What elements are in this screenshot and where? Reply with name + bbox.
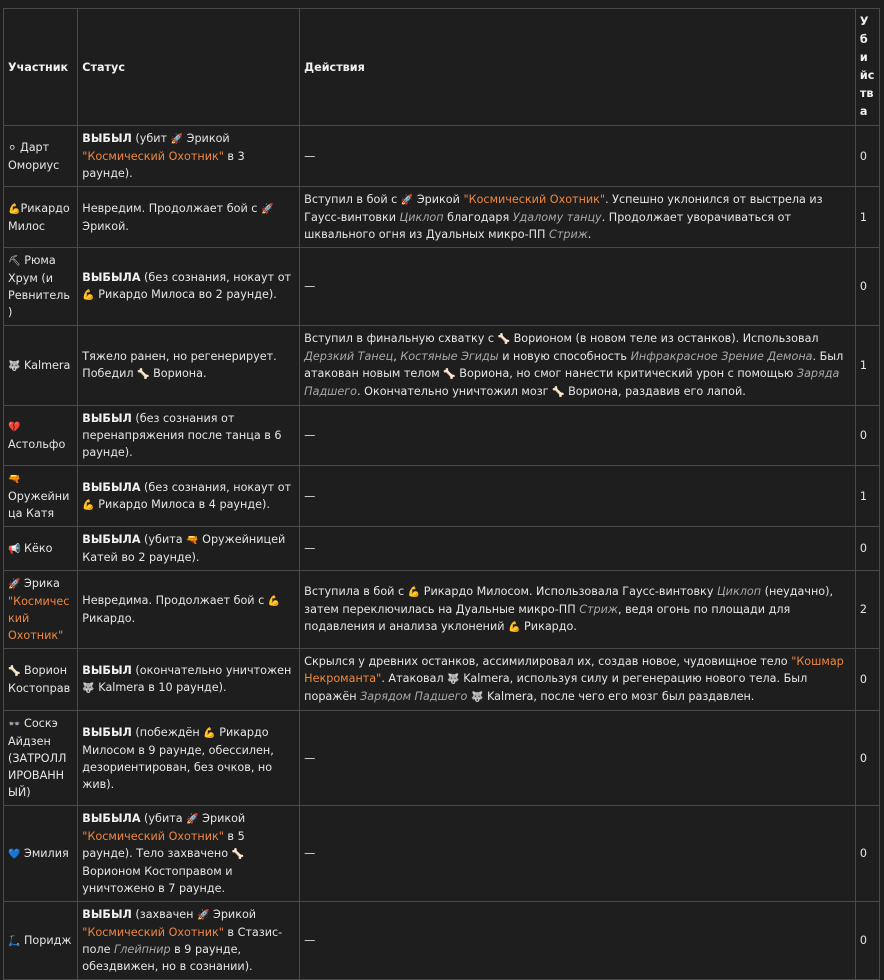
participant-cell: ⚪ Дарт Омориус bbox=[4, 126, 78, 187]
circle-icon: ⚪ bbox=[8, 142, 17, 154]
header-kills: Убийства bbox=[855, 9, 879, 126]
table-row bbox=[4, 902, 880, 980]
participant-cell: 💙 Эмилия bbox=[4, 806, 78, 902]
table-row bbox=[4, 649, 880, 711]
actions-cell: — bbox=[300, 126, 856, 187]
participant-cell: 🦴 Ворион Костоправ bbox=[4, 649, 78, 711]
bone-icon: 🦴 bbox=[231, 849, 245, 860]
rocket-icon: 🚀 bbox=[261, 203, 274, 215]
kills-cell: 0 bbox=[855, 806, 879, 902]
rocket-icon: 🚀 bbox=[8, 579, 21, 590]
table-row bbox=[4, 326, 880, 406]
actions-cell: Вступил в бой с 🚀 Эрикой "Космический Охотник". Успешно уклонился от выстрела из Гаусс-винтовки Циклоп благодаря Удалому танцу. Продолжает уворачиваться от шквального огня из Дуальных микро-ПП Стриж. bbox=[300, 187, 856, 248]
status-cell: ВЫБЫЛ (без сознания от перенапряжения после танца в 6 раунде). bbox=[78, 406, 300, 466]
table-row bbox=[4, 406, 880, 466]
participants-table bbox=[3, 8, 880, 980]
muscle-icon: 💪 bbox=[8, 203, 21, 215]
kills-cell: 0 bbox=[855, 902, 879, 980]
participant-cell: 💪Рикардо Милос bbox=[4, 187, 78, 248]
kills-cell: 0 bbox=[855, 649, 879, 711]
wolf-icon: 🐺 bbox=[8, 360, 21, 372]
actions-cell: — bbox=[300, 466, 856, 527]
kills-cell: 1 bbox=[855, 466, 879, 527]
kills-cell: 1 bbox=[855, 187, 879, 248]
status-cell: Тяжело ранен, но регенерирует. Победил 🦴 Вориона. bbox=[78, 326, 300, 406]
table-row bbox=[4, 527, 880, 571]
table-row bbox=[4, 571, 880, 649]
kills-cell: 0 bbox=[855, 126, 879, 187]
header-status: Статус bbox=[78, 9, 300, 126]
muscle-icon: 💪 bbox=[82, 499, 95, 511]
bone-icon: 🦴 bbox=[443, 369, 456, 380]
wolf-icon: 🐺 bbox=[470, 692, 484, 703]
glasses-icon: 👓 bbox=[8, 719, 21, 730]
rocket-icon: 🚀 bbox=[170, 134, 184, 145]
muscle-icon: 💪 bbox=[203, 727, 216, 739]
actions-cell: — bbox=[300, 806, 856, 902]
gun-icon: 🔫 bbox=[186, 535, 199, 546]
actions-cell: Скрылся у древних останков, ассимилировал их, создав новое, чудовищное тело "Кошмар Некроманта". Атаковал 🐺 Kalmera, используя силу и регенерацию нового тела. Был поражён Зарядом Падшего 🐺 Kalmera, после чего его мозг был раздавлен. bbox=[300, 649, 856, 711]
kills-cell: 0 bbox=[855, 527, 879, 571]
scooter-icon: 🛴 bbox=[8, 935, 21, 947]
actions-cell: — bbox=[300, 902, 856, 980]
muscle-icon: 💪 bbox=[82, 290, 95, 301]
table-row bbox=[4, 187, 880, 248]
actions-cell: Вступила в бой с 💪 Рикардо Милосом. Использовала Гаусс-винтовку Циклоп (неудачно), затем переключилась на Дуальные микро-ПП Стриж, ведя огонь по площади для подавления и анализа уклонений 💪 Рикардо. bbox=[300, 571, 856, 649]
kills-cell: 1 bbox=[855, 326, 879, 406]
status-cell: ВЫБЫЛ (побеждён 💪 Рикардо Милосом в 9 раунде, обессилен, дезориентирован, без очков, но жив). bbox=[78, 711, 300, 806]
status-cell: ВЫБЫЛА (без сознания, нокаут от 💪 Рикардо Милоса в 4 раунде). bbox=[78, 466, 300, 527]
bone-icon: 🦴 bbox=[497, 334, 511, 345]
pickaxe-icon: ⛏ bbox=[8, 256, 21, 267]
muscle-icon: 💪 bbox=[267, 596, 281, 607]
wolf-icon: 🐺 bbox=[82, 683, 95, 694]
megaphone-icon: 📢 bbox=[8, 543, 21, 555]
header-participant: Участник bbox=[4, 9, 78, 126]
bone-icon: 🦴 bbox=[552, 387, 565, 398]
table-row bbox=[4, 466, 880, 527]
table-header-row bbox=[4, 9, 880, 126]
rocket-icon: 🚀 bbox=[186, 814, 199, 825]
actions-cell: — bbox=[300, 711, 856, 806]
actions-cell: — bbox=[300, 527, 856, 571]
rocket-icon: 🚀 bbox=[197, 910, 210, 921]
table-row bbox=[4, 248, 880, 326]
rocket-icon: 🚀 bbox=[400, 195, 414, 206]
participant-cell: 🔫 Оружейница Катя bbox=[4, 466, 78, 527]
table-row bbox=[4, 126, 880, 187]
status-cell: Невредим. Продолжает бой с 🚀 Эрикой. bbox=[78, 187, 300, 248]
kills-cell: 0 bbox=[855, 248, 879, 326]
status-cell: ВЫБЫЛА (без сознания, нокаут от 💪 Рикардо Милоса во 2 раунде). bbox=[78, 248, 300, 326]
participant-cell: ⛏ Рюма Хрум (и Ревнитель) bbox=[4, 248, 78, 326]
bone-icon: 🦴 bbox=[8, 666, 21, 677]
actions-cell: — bbox=[300, 406, 856, 466]
wolf-icon: 🐺 bbox=[447, 674, 460, 685]
kills-cell: 0 bbox=[855, 406, 879, 466]
status-cell: ВЫБЫЛ (убит 🚀 Эрикой "Космический Охотник" в 3 раунде). bbox=[78, 126, 300, 187]
table-row bbox=[4, 711, 880, 806]
table-row bbox=[4, 806, 880, 902]
participant-cell: 📢 Кёко bbox=[4, 527, 78, 571]
broken-heart-icon: 💔 bbox=[8, 422, 21, 433]
kills-cell: 2 bbox=[855, 571, 879, 649]
participant-cell: 🐺 Kalmera bbox=[4, 326, 78, 406]
status-cell: ВЫБЫЛ (захвачен 🚀 Эрикой "Космический Охотник" в Стазис-поле Глейпнир в 9 раунде, обездвижен, но в сознании). bbox=[78, 902, 300, 980]
participant-cell: 💔 Астольфо bbox=[4, 406, 78, 466]
status-cell: ВЫБЫЛА (убита 🚀 Эрикой "Космический Охотник" в 5 раунде). Тело захвачено 🦴 Ворионом Костоправом и уничтожено в 7 раунде. bbox=[78, 806, 300, 902]
muscle-icon: 💪 bbox=[407, 587, 421, 598]
muscle-icon: 💪 bbox=[508, 622, 521, 633]
participant-cell: 🚀 Эрика "Космический Охотник" bbox=[4, 571, 78, 649]
participant-cell: 👓 Соскэ Айдзен (ЗАТРОЛЛИРОВАННЫЙ) bbox=[4, 711, 78, 806]
participant-cell: 🛴 Поридж bbox=[4, 902, 78, 980]
status-cell: ВЫБЫЛ (окончательно уничтожен 🐺 Kalmera в 10 раунде). bbox=[78, 649, 300, 711]
bone-icon: 🦴 bbox=[137, 369, 150, 380]
header-actions: Действия bbox=[300, 9, 856, 126]
kills-cell: 0 bbox=[855, 711, 879, 806]
actions-cell: — bbox=[300, 248, 856, 326]
status-cell: ВЫБЫЛА (убита 🔫 Оружейницей Катей во 2 раунде). bbox=[78, 527, 300, 571]
status-cell: Невредима. Продолжает бой с 💪 Рикардо. bbox=[78, 571, 300, 649]
actions-cell: Вступил в финальную схватку с 🦴 Ворионом (в новом теле из останков). Использовал Дерзкий Танец, Костяные Эгиды и новую способность Инфракрасное Зрение Демона. Был атакован новым телом 🦴 Вориона, но смог нанести критический урон с помощью Заряда Падшего. Окончательно уничтожил мозг 🦴 Вориона, раздавив его лапой. bbox=[300, 326, 856, 406]
blue-heart-icon: 💙 bbox=[8, 848, 21, 860]
gun-icon: 🔫 bbox=[8, 474, 21, 485]
